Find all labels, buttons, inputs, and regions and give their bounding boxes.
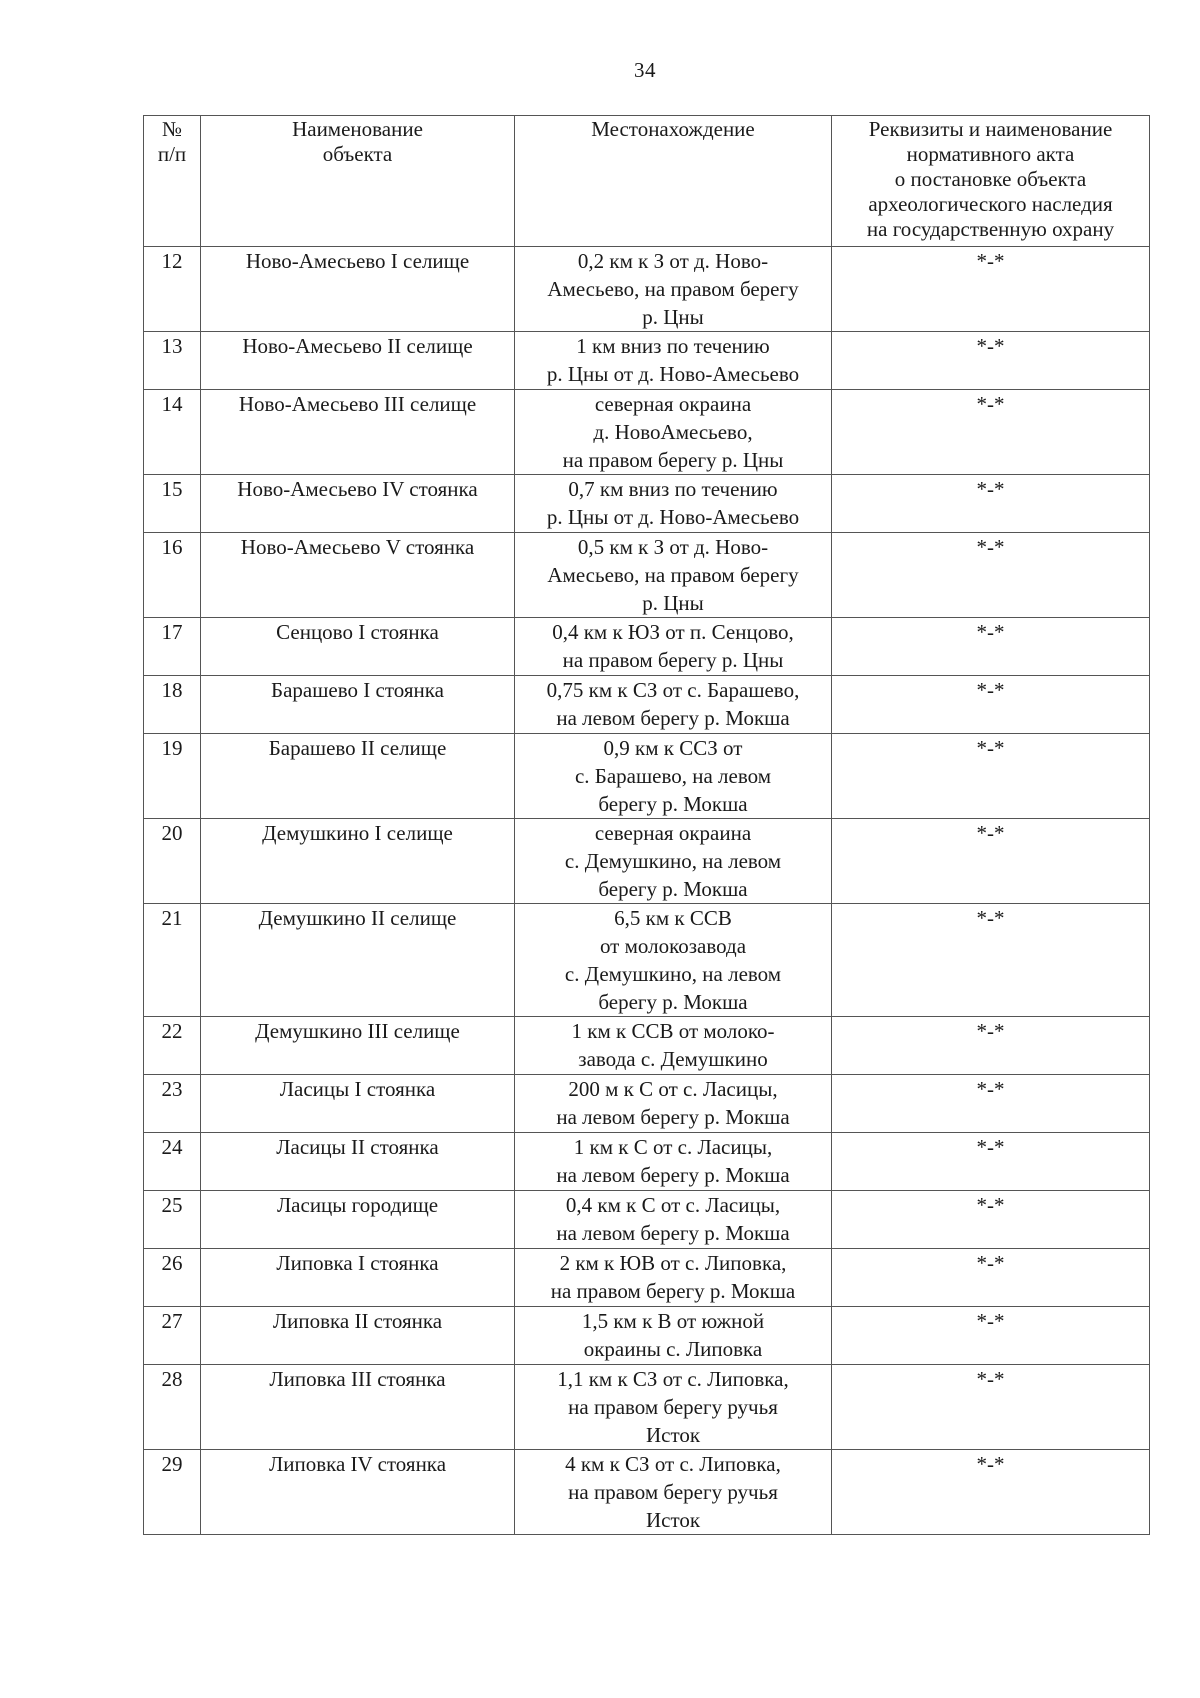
table-row <box>144 1249 1150 1307</box>
location-cell-text: 0,9 км к ССЗ от с. Барашево, на левом берегу р. Мокша <box>574 736 772 816</box>
object-name-cell <box>201 1191 515 1249</box>
row-number-cell <box>144 1249 201 1307</box>
normative-act-cell-text: *-* <box>976 249 1005 273</box>
object-name-cell-text: Ласицы городище <box>276 1193 439 1217</box>
location-cell-text: 1 км вниз по течению р. Цны от д. Ново-Амесьево <box>546 334 800 386</box>
location-cell-text: 1,5 км к В от южной окраины с. Липовка <box>581 1309 765 1361</box>
location-cell <box>515 1450 832 1535</box>
table-row <box>144 819 1150 904</box>
object-name-cell <box>201 1249 515 1307</box>
row-number-cell <box>144 1133 201 1191</box>
normative-act-cell-text: *-* <box>976 1367 1005 1391</box>
location-cell-text: 0,4 км к С от с. Ласицы, на левом берегу р. Мокша <box>556 1193 790 1245</box>
normative-act-cell-text: *-* <box>976 1077 1005 1101</box>
object-name-cell <box>201 1307 515 1365</box>
location-cell-text: 0,75 км к СЗ от с. Барашево, на левом берегу р. Мокша <box>546 678 800 730</box>
location-cell <box>515 475 832 533</box>
normative-act-cell-text: *-* <box>976 821 1005 845</box>
object-name-cell <box>201 734 515 819</box>
row-number-cell-text: 29 <box>161 1452 183 1476</box>
row-number-cell <box>144 618 201 676</box>
normative-act-cell <box>832 247 1150 332</box>
object-name-cell <box>201 618 515 676</box>
row-number-cell-text: 27 <box>161 1309 183 1333</box>
normative-act-cell <box>832 1133 1150 1191</box>
normative-act-cell-text: *-* <box>976 906 1005 930</box>
table-row <box>144 332 1150 390</box>
normative-act-cell <box>832 734 1150 819</box>
normative-act-cell <box>832 1191 1150 1249</box>
row-number-cell <box>144 1017 201 1075</box>
object-name-cell-text: Ново-Амесьево I селище <box>245 249 470 273</box>
location-cell-text: 6,5 км к ССВ от молокозавода с. Демушкино, на левом берегу р. Мокша <box>564 906 782 1014</box>
location-cell <box>515 819 832 904</box>
normative-act-cell-text: *-* <box>976 736 1005 760</box>
header-number: № п/п <box>144 116 201 247</box>
row-number-cell-text: 19 <box>161 736 183 760</box>
table-row <box>144 1191 1150 1249</box>
location-cell <box>515 1307 832 1365</box>
table-row <box>144 904 1150 1017</box>
normative-act-cell-text: *-* <box>976 1251 1005 1275</box>
object-name-cell-text: Демушкино I селище <box>262 821 453 845</box>
object-name-cell <box>201 390 515 475</box>
location-cell <box>515 676 832 734</box>
location-cell-text: 0,7 км вниз по течению р. Цны от д. Ново-Амесьево <box>546 477 800 529</box>
normative-act-cell-text: *-* <box>976 1309 1005 1333</box>
location-cell-text: 2 км к ЮВ от с. Липовка, на правом берегу р. Мокша <box>550 1251 796 1303</box>
object-name-cell-text: Ново-Амесьево II селище <box>242 334 473 358</box>
row-number-cell <box>144 1307 201 1365</box>
location-cell-text: 0,2 км к З от д. Ново- Амесьево, на правом берегу р. Цны <box>547 249 799 329</box>
row-number-cell <box>144 390 201 475</box>
location-cell <box>515 247 832 332</box>
object-name-cell <box>201 332 515 390</box>
location-cell-text: северная окраина д. НовоАмесьево, на правом берегу р. Цны <box>562 392 784 472</box>
heritage-objects-table <box>143 115 1150 1535</box>
location-cell <box>515 1249 832 1307</box>
row-number-cell-text: 25 <box>161 1193 183 1217</box>
object-name-cell-text: Ново-Амесьево III селище <box>238 392 477 416</box>
object-name-cell <box>201 1365 515 1450</box>
normative-act-cell <box>832 332 1150 390</box>
location-cell <box>515 1191 832 1249</box>
row-number-cell-text: 28 <box>161 1367 183 1391</box>
object-name-cell-text: Липовка IV стоянка <box>268 1452 447 1476</box>
normative-act-cell-text: *-* <box>976 535 1005 559</box>
row-number-cell <box>144 533 201 618</box>
object-name-cell-text: Ново-Амесьево V стоянка <box>240 535 475 559</box>
row-number-cell <box>144 734 201 819</box>
object-name-cell-text: Демушкино II селище <box>258 906 457 930</box>
location-cell-text: 0,4 км к ЮЗ от п. Сенцово, на правом берегу р. Цны <box>552 620 794 672</box>
object-name-cell <box>201 247 515 332</box>
normative-act-cell <box>832 1249 1150 1307</box>
normative-act-cell <box>832 1075 1150 1133</box>
location-cell-text: 1 км к ССВ от молоко- завода с. Демушкино <box>571 1019 775 1071</box>
row-number-cell-text: 13 <box>161 334 183 358</box>
location-cell-text: северная окраина с. Демушкино, на левом берегу р. Мокша <box>564 821 782 901</box>
normative-act-cell-text: *-* <box>976 620 1005 644</box>
row-number-cell-text: 16 <box>161 535 183 559</box>
normative-act-cell <box>832 819 1150 904</box>
object-name-cell-text: Барашево I стоянка <box>271 678 444 702</box>
table-row <box>144 1133 1150 1191</box>
normative-act-cell <box>832 390 1150 475</box>
table-row <box>144 618 1150 676</box>
location-cell <box>515 618 832 676</box>
normative-act-cell-text: *-* <box>976 1135 1005 1159</box>
page-number: 34 <box>634 58 656 82</box>
location-cell-text: 1,1 км к СЗ от с. Липовка, на правом берегу ручья Исток <box>557 1367 789 1447</box>
table-row <box>144 390 1150 475</box>
table-body <box>144 247 1150 1535</box>
object-name-cell <box>201 819 515 904</box>
object-name-cell <box>201 676 515 734</box>
row-number-cell <box>144 247 201 332</box>
table-header-row <box>144 116 1150 247</box>
row-number-cell-text: 15 <box>161 477 183 501</box>
object-name-cell-text: Липовка III стоянка <box>269 1367 446 1391</box>
row-number-cell-text: 17 <box>161 620 183 644</box>
normative-act-cell <box>832 475 1150 533</box>
object-name-cell <box>201 1133 515 1191</box>
header-normative-act: Реквизиты и наименование нормативного акта о постановке объекта археологического наследия на государственную охрану <box>832 116 1150 247</box>
normative-act-cell <box>832 676 1150 734</box>
normative-act-cell <box>832 1307 1150 1365</box>
location-cell <box>515 332 832 390</box>
header-object-name: Наименование объекта <box>201 116 515 247</box>
object-name-cell <box>201 475 515 533</box>
location-cell <box>515 734 832 819</box>
row-number-cell-text: 26 <box>161 1251 183 1275</box>
object-name-cell <box>201 1075 515 1133</box>
object-name-cell <box>201 904 515 1017</box>
location-cell <box>515 1133 832 1191</box>
row-number-cell-text: 24 <box>161 1135 183 1159</box>
header-location: Местонахождение <box>515 116 832 247</box>
location-cell <box>515 390 832 475</box>
row-number-cell <box>144 676 201 734</box>
normative-act-cell <box>832 618 1150 676</box>
object-name-cell-text: Ласицы I стоянка <box>279 1077 436 1101</box>
row-number-cell-text: 14 <box>161 392 183 416</box>
table-row <box>144 734 1150 819</box>
object-name-cell-text: Ласицы II стоянка <box>276 1135 439 1159</box>
object-name-cell-text: Липовка I стоянка <box>276 1251 439 1275</box>
table-row <box>144 1450 1150 1535</box>
row-number-cell <box>144 332 201 390</box>
table-row <box>144 1017 1150 1075</box>
location-cell-text: 4 км к СЗ от с. Липовка, на правом берегу ручья Исток <box>565 1452 781 1532</box>
row-number-cell-text: 21 <box>161 906 183 930</box>
normative-act-cell <box>832 904 1150 1017</box>
row-number-cell-text: 12 <box>161 249 183 273</box>
normative-act-cell-text: *-* <box>976 1193 1005 1217</box>
normative-act-cell-text: *-* <box>976 678 1005 702</box>
object-name-cell-text: Барашево II селище <box>268 736 447 760</box>
table-row <box>144 247 1150 332</box>
object-name-cell <box>201 1017 515 1075</box>
row-number-cell-text: 23 <box>161 1077 183 1101</box>
row-number-cell <box>144 1450 201 1535</box>
normative-act-cell <box>832 533 1150 618</box>
row-number-cell-text: 20 <box>161 821 183 845</box>
location-cell <box>515 533 832 618</box>
object-name-cell-text: Липовка II стоянка <box>272 1309 443 1333</box>
object-name-cell-text: Демушкино III селище <box>255 1019 460 1043</box>
normative-act-cell <box>832 1017 1150 1075</box>
normative-act-cell-text: *-* <box>976 1019 1005 1043</box>
location-cell <box>515 904 832 1017</box>
location-cell-text: 0,5 км к З от д. Ново- Амесьево, на правом берегу р. Цны <box>547 535 799 615</box>
location-cell <box>515 1075 832 1133</box>
normative-act-cell <box>832 1365 1150 1450</box>
location-cell-text: 200 м к С от с. Ласицы, на левом берегу р. Мокша <box>556 1077 790 1129</box>
normative-act-cell-text: *-* <box>976 334 1005 358</box>
location-cell <box>515 1017 832 1075</box>
table-row <box>144 533 1150 618</box>
object-name-cell <box>201 533 515 618</box>
object-name-cell <box>201 1450 515 1535</box>
normative-act-cell-text: *-* <box>976 1452 1005 1476</box>
row-number-cell <box>144 1075 201 1133</box>
row-number-cell <box>144 1191 201 1249</box>
location-cell <box>515 1365 832 1450</box>
row-number-cell-text: 18 <box>161 678 183 702</box>
object-name-cell-text: Сенцово I стоянка <box>276 620 439 644</box>
row-number-cell <box>144 1365 201 1450</box>
row-number-cell <box>144 475 201 533</box>
table-row <box>144 475 1150 533</box>
row-number-cell-text: 22 <box>161 1019 183 1043</box>
table-row <box>144 1307 1150 1365</box>
object-name-cell-text: Ново-Амесьево IV стоянка <box>237 477 478 501</box>
location-cell-text: 1 км к С от с. Ласицы, на левом берегу р. Мокша <box>556 1135 790 1187</box>
table-row <box>144 1365 1150 1450</box>
normative-act-cell-text: *-* <box>976 392 1005 416</box>
normative-act-cell <box>832 1450 1150 1535</box>
table-row <box>144 1075 1150 1133</box>
row-number-cell <box>144 904 201 1017</box>
normative-act-cell-text: *-* <box>976 477 1005 501</box>
row-number-cell <box>144 819 201 904</box>
table-row <box>144 676 1150 734</box>
